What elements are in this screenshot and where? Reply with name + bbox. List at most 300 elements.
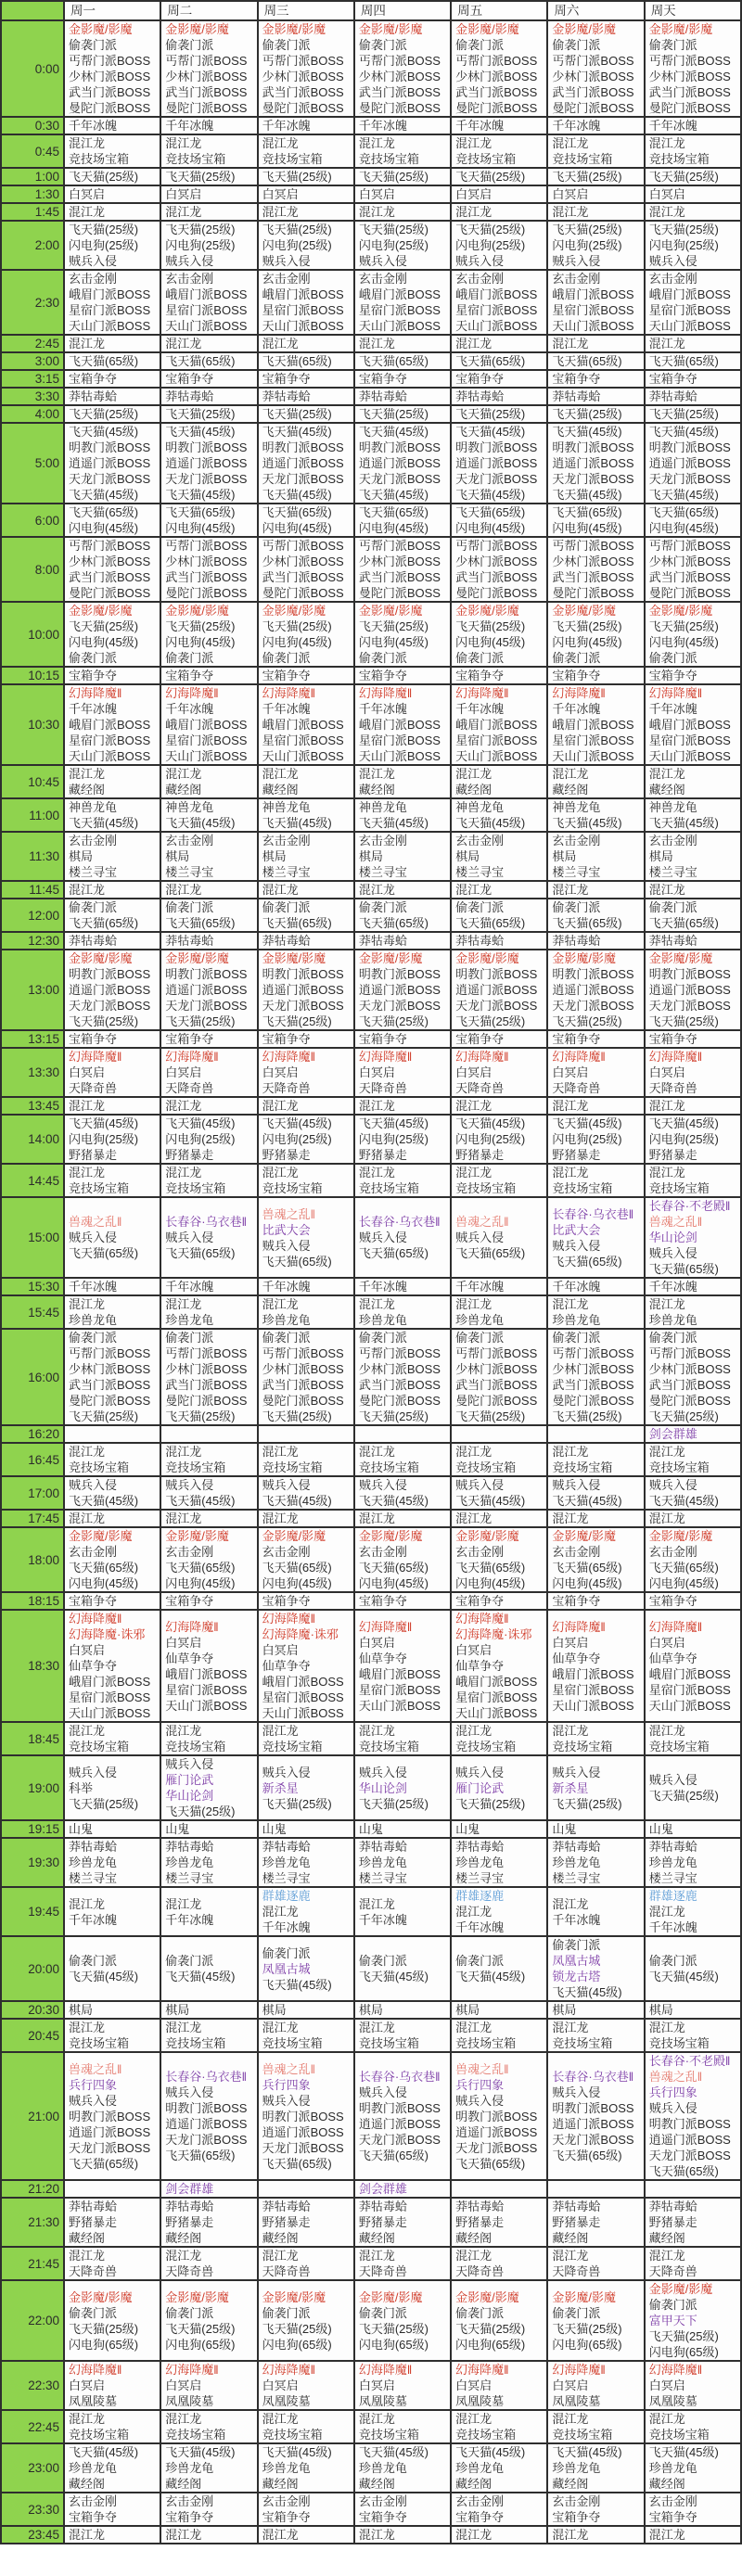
schedule-row [1, 1755, 741, 1820]
event-cell [451, 117, 547, 134]
event-label: 天降奇兽 [648, 2264, 697, 2278]
event-label: 莽牯毒蛤 [648, 2200, 697, 2213]
schedule-row [1, 1164, 741, 1197]
event-cell [451, 388, 547, 405]
event-label: 珍兽龙龟 [262, 1855, 311, 1869]
event-cell [64, 1097, 160, 1115]
event-label: 曼陀门派BOSS [165, 586, 248, 600]
event-label: 宝箱争夺 [648, 372, 697, 386]
event-label: 莽牯毒蛤 [69, 389, 118, 403]
event-label: 逍遥门派BOSS [455, 2124, 538, 2139]
event-label: 飞天猫(25级) [165, 407, 236, 421]
event-label: 星宿门派BOSS [165, 733, 248, 747]
event-label: 飞天猫(45级) [455, 425, 526, 439]
event-label: 飞天猫(25级) [455, 1014, 526, 1028]
event-label: 偷袭门派 [262, 1945, 311, 1960]
schedule-row [1, 1610, 741, 1722]
event-label: 山鬼 [648, 1822, 673, 1836]
event-cell [64, 2361, 160, 2410]
event-label: 飞天猫(45级) [262, 488, 332, 502]
event-cell [451, 1527, 547, 1592]
event-cell [160, 2361, 257, 2410]
event-cell [64, 2410, 160, 2443]
event-cell [160, 899, 257, 932]
event-label: 曼陀门派BOSS [358, 586, 441, 600]
event-label: 武当门派BOSS [165, 1378, 248, 1392]
event-cell [258, 2493, 354, 2526]
event-cell [547, 2180, 644, 2198]
event-cell [258, 1527, 354, 1592]
event-label: 混江龙 [455, 205, 493, 219]
day-header: 周二 [160, 1, 257, 20]
time-label: 10:15 [1, 667, 64, 684]
event-cell [160, 1030, 257, 1048]
event-cell [645, 370, 741, 388]
event-label: 偷袭门派 [552, 1331, 601, 1345]
event-label: 棋局 [262, 2003, 287, 2017]
event-label: 珍兽龙龟 [69, 1855, 118, 1869]
schedule-row [1, 1592, 741, 1610]
event-cell [645, 221, 741, 270]
event-cell [258, 1115, 354, 1164]
event-label: 闪电狗(45级) [69, 521, 139, 535]
schedule-row [1, 932, 741, 950]
event-label: 闪电狗(45级) [165, 635, 236, 649]
event-label: 珍兽龙龟 [69, 2461, 118, 2475]
event-label: 混江龙 [648, 2528, 685, 2542]
event-label: 混江龙 [262, 1905, 299, 1919]
event-cell [547, 168, 644, 185]
event-cell [645, 1295, 741, 1329]
event-label: 混江龙 [648, 2021, 685, 2034]
event-cell [64, 405, 160, 423]
event-label: 混江龙 [552, 136, 589, 150]
event-label: 飞天猫(65级) [648, 1262, 719, 1276]
event-label: 幻海降魔‖ [552, 1619, 606, 1634]
event-label: 武当门派BOSS [165, 570, 248, 584]
event-label: 莽牯毒蛤 [455, 934, 505, 948]
event-label: 飞天猫(25级) [69, 1796, 139, 1811]
event-cell [160, 168, 257, 185]
event-label: 兽魂之乱‖ [262, 1206, 315, 1221]
event-label: 神兽龙龟 [648, 800, 697, 814]
event-label: 武当门派BOSS [455, 85, 538, 99]
event-label: 飞天猫(45级) [69, 2445, 139, 2459]
event-cell [645, 1592, 741, 1610]
event-cell [547, 335, 644, 352]
event-cell [354, 899, 451, 932]
event-label: 闪电狗(45级) [455, 1576, 526, 1590]
event-label: 飞天猫(45级) [358, 816, 429, 830]
event-cell [258, 798, 354, 832]
event-label: 飞天猫(25级) [455, 407, 526, 421]
event-cell [160, 335, 257, 352]
event-label: 飞天猫(65级) [455, 2156, 526, 2171]
schedule-row [1, 1887, 741, 1936]
event-label: 混江龙 [262, 2249, 299, 2263]
event-label: 仙草争夺 [69, 1659, 118, 1673]
event-cell [64, 602, 160, 667]
event-label: 混江龙 [358, 337, 395, 351]
event-label: 曼陀门派BOSS [455, 586, 538, 600]
event-cell [258, 950, 354, 1030]
event-label: 珍兽龙龟 [648, 1313, 697, 1327]
event-label: 混江龙 [455, 883, 493, 897]
time-label: 0:45 [1, 134, 64, 168]
event-cell [64, 270, 160, 335]
event-label: 贼兵入侵 [69, 2093, 118, 2108]
event-label: 闪电狗(25级) [69, 1132, 139, 1146]
event-label: 飞天猫(65级) [648, 1561, 719, 1575]
event-label: 少林门派BOSS [455, 555, 538, 568]
event-label: 凤凰陵墓 [552, 2394, 601, 2408]
event-label: 金影魔/影魔 [648, 951, 713, 965]
event-label: 飞天猫(65级) [262, 1254, 332, 1269]
event-label: 金影魔/影魔 [552, 22, 617, 36]
event-cell [64, 1115, 160, 1164]
event-label: 千年冰魄 [455, 1920, 505, 1934]
event-label: 闪电狗(25级) [165, 1132, 236, 1146]
event-cell [451, 932, 547, 950]
event-label: 混江龙 [69, 1896, 106, 1911]
event-label: 楼兰寻宝 [165, 1871, 214, 1885]
event-cell [547, 1329, 644, 1425]
event-label: 混江龙 [552, 1099, 589, 1113]
event-label: 混江龙 [552, 1896, 589, 1911]
event-label: 莽牯毒蛤 [455, 389, 505, 403]
event-label: 白冥启 [69, 2378, 106, 2392]
event-label: 飞天猫(25级) [262, 619, 332, 633]
event-cell [258, 1887, 354, 1936]
event-label: 神兽龙龟 [69, 800, 118, 814]
event-cell [354, 1838, 451, 1887]
event-label: 偷袭门派 [165, 651, 214, 665]
event-label: 神兽龙龟 [262, 800, 311, 814]
event-cell [160, 2001, 257, 2019]
event-label: 藏经阁 [552, 783, 589, 797]
event-label: 白冥启 [455, 1643, 493, 1657]
event-cell [258, 335, 354, 352]
event-label: 峨眉门派BOSS [455, 287, 538, 301]
event-label: 天龙门派BOSS [552, 472, 634, 486]
event-label: 千年冰魄 [648, 702, 697, 716]
time-label: 11:30 [1, 832, 64, 881]
event-cell [64, 1278, 160, 1295]
event-label: 科举 [69, 1780, 94, 1795]
event-cell [547, 881, 644, 899]
event-label: 金影魔/影魔 [69, 951, 133, 965]
event-label: 丐帮门派BOSS [165, 539, 248, 553]
event-label: 闪电狗(25级) [262, 238, 332, 252]
event-cell [354, 270, 451, 335]
event-label: 偷袭门派 [165, 900, 214, 914]
event-cell [160, 1197, 257, 1278]
event-label: 贼兵入侵 [262, 254, 311, 268]
event-label: 贼兵入侵 [648, 1246, 697, 1260]
time-label: 14:00 [1, 1115, 64, 1164]
event-label: 丐帮门派BOSS [455, 54, 538, 68]
event-label: 白冥启 [455, 1065, 493, 1079]
event-label: 白冥启 [648, 1635, 685, 1650]
event-label: 凤凰陵墓 [165, 2394, 214, 2408]
event-label: 飞天猫(25级) [648, 170, 719, 184]
event-label: 藏经阁 [262, 2477, 299, 2491]
event-cell [64, 504, 160, 537]
event-label: 混江龙 [552, 2021, 589, 2034]
event-label: 珍兽龙龟 [358, 2461, 407, 2475]
event-label: 宝箱争夺 [165, 1594, 214, 1608]
schedule-row [1, 185, 741, 203]
event-label: 武当门派BOSS [552, 85, 634, 99]
event-label: 天降奇兽 [262, 1081, 311, 1095]
event-label: 贼兵入侵 [552, 1765, 601, 1779]
event-label: 飞天猫(65级) [455, 1561, 526, 1575]
event-label: 天龙门派BOSS [69, 999, 151, 1013]
schedule-row [1, 1197, 741, 1278]
event-cell [64, 2019, 160, 2052]
event-cell [64, 370, 160, 388]
event-cell [354, 221, 451, 270]
event-label: 天龙门派BOSS [165, 999, 248, 1013]
event-cell [645, 168, 741, 185]
event-label: 宝箱争夺 [552, 1594, 601, 1608]
event-label: 峨眉门派BOSS [552, 718, 634, 732]
event-label: 千年冰魄 [69, 119, 118, 133]
event-label: 偷袭门派 [648, 900, 697, 914]
event-cell [547, 1476, 644, 1510]
event-cell [64, 2180, 160, 2198]
event-label: 白冥启 [69, 1065, 106, 1079]
event-label: 金影魔/影魔 [165, 604, 229, 618]
event-label: 白冥启 [69, 187, 106, 201]
event-label: 山鬼 [69, 1822, 94, 1836]
event-cell [451, 185, 547, 203]
event-label: 千年冰魄 [552, 1912, 601, 1927]
event-cell [160, 2198, 257, 2247]
event-label: 棋局 [358, 849, 383, 863]
event-cell [160, 1048, 257, 1097]
event-label: 幻海降魔‖ [69, 686, 122, 700]
event-cell [354, 950, 451, 1030]
event-label: 金影魔/影魔 [552, 604, 617, 618]
event-cell [160, 1820, 257, 1838]
event-cell [451, 2410, 547, 2443]
event-label: 星宿门派BOSS [648, 733, 731, 747]
event-label: 藏经阁 [69, 2477, 106, 2491]
event-label: 竞技场宝箱 [455, 1181, 517, 1195]
event-cell [64, 134, 160, 168]
event-cell [645, 2198, 741, 2247]
schedule-row [1, 20, 741, 117]
schedule-row [1, 1115, 741, 1164]
event-cell [645, 602, 741, 667]
time-label: 13:30 [1, 1048, 64, 1097]
event-label: 凤凰古城 [262, 1961, 311, 1976]
event-label: 飞天猫(45级) [552, 1116, 622, 1130]
event-label: 幻海降魔·诛邪 [69, 1627, 146, 1641]
event-label: 玄击金刚 [358, 834, 407, 848]
event-cell [451, 405, 547, 423]
event-label: 飞天猫(25级) [648, 1014, 719, 1028]
event-label: 混江龙 [69, 1166, 106, 1180]
event-cell [547, 765, 644, 798]
time-label: 6:00 [1, 504, 64, 537]
event-label: 偷袭门派 [358, 900, 407, 914]
event-label: 闪电狗(45级) [165, 1576, 236, 1590]
event-label: 竞技场宝箱 [358, 2428, 419, 2442]
event-label: 莽牯毒蛤 [262, 389, 311, 403]
event-label: 飞天猫(65级) [552, 916, 622, 930]
time-label: 20:30 [1, 2001, 64, 2019]
event-label: 棋局 [648, 849, 673, 863]
event-label: 混江龙 [552, 2249, 589, 2263]
event-label: 白冥启 [358, 1065, 395, 1079]
event-label: 混江龙 [262, 1297, 299, 1311]
event-cell [160, 423, 257, 504]
event-cell [547, 1197, 644, 1278]
event-label: 混江龙 [69, 2021, 106, 2034]
event-cell [645, 335, 741, 352]
event-cell [645, 537, 741, 602]
event-cell [645, 1887, 741, 1936]
event-cell [160, 667, 257, 684]
event-cell [160, 2410, 257, 2443]
event-label: 白冥启 [648, 2378, 685, 2392]
event-cell [64, 1820, 160, 1838]
event-label: 逍遥门派BOSS [648, 456, 731, 470]
event-label: 莽牯毒蛤 [358, 2200, 407, 2213]
event-label: 武当门派BOSS [552, 570, 634, 584]
event-label: 贼兵入侵 [165, 1757, 214, 1771]
schedule-row [1, 423, 741, 504]
event-cell [354, 370, 451, 388]
event-cell [64, 388, 160, 405]
event-label: 山鬼 [552, 1822, 577, 1836]
event-label: 飞天猫(25级) [648, 1409, 719, 1423]
event-label: 明教门派BOSS [358, 2101, 441, 2115]
event-cell [258, 1030, 354, 1048]
event-label: 金影魔/影魔 [69, 604, 133, 618]
event-label: 混江龙 [648, 1905, 685, 1919]
event-label: 棋局 [455, 2003, 480, 2017]
event-cell [258, 423, 354, 504]
event-cell [258, 388, 354, 405]
event-label: 武当门派BOSS [648, 570, 731, 584]
corner-cell [1, 1, 64, 20]
event-cell [354, 1755, 451, 1820]
event-cell [645, 423, 741, 504]
event-cell [160, 270, 257, 335]
event-label: 天龙门派BOSS [648, 472, 731, 486]
event-label: 莽牯毒蛤 [455, 1840, 505, 1854]
event-label: 兽魂之乱‖ [69, 1215, 122, 1229]
time-label: 15:00 [1, 1197, 64, 1278]
event-label: 混江龙 [648, 1166, 685, 1180]
event-label: 宝箱争夺 [262, 2510, 311, 2524]
event-label: 珍兽龙龟 [455, 1313, 505, 1327]
event-label: 兽魂之乱‖ [648, 1215, 703, 1229]
event-cell [451, 2247, 547, 2280]
event-label: 兽魂之乱‖ [69, 2061, 122, 2076]
event-label: 天龙门派BOSS [648, 2149, 731, 2162]
event-label: 混江龙 [69, 205, 106, 219]
event-label: 混江龙 [69, 883, 106, 897]
event-cell [547, 684, 644, 765]
event-label: 明教门派BOSS [262, 967, 344, 981]
event-cell [354, 1030, 451, 1048]
event-cell [258, 602, 354, 667]
event-label: 逍遥门派BOSS [455, 983, 538, 997]
event-label: 竞技场宝箱 [262, 1460, 323, 1474]
event-label: 千年冰魄 [455, 119, 505, 133]
event-label: 竞技场宝箱 [69, 2428, 130, 2442]
event-label: 混江龙 [552, 1297, 589, 1311]
event-label: 明教门派BOSS [648, 967, 731, 981]
event-label: 长春谷·乌衣巷‖ [552, 2070, 634, 2084]
event-label: 野猪暴走 [455, 1148, 505, 1162]
event-label: 闪电狗(25级) [648, 238, 719, 252]
event-cell [258, 370, 354, 388]
event-label: 混江龙 [455, 1445, 493, 1459]
event-cell [64, 2198, 160, 2247]
event-cell [258, 667, 354, 684]
event-cell [160, 2526, 257, 2544]
event-label: 闪电狗(45级) [262, 521, 332, 535]
event-label: 藏经阁 [358, 2477, 395, 2491]
event-label: 少林门派BOSS [358, 70, 441, 83]
event-label: 飞天猫(45级) [358, 1116, 429, 1130]
event-label: 闪电狗(45级) [648, 1576, 719, 1590]
event-label: 曼陀门派BOSS [648, 1394, 731, 1408]
event-cell [258, 2361, 354, 2410]
event-label: 飞天猫(25级) [165, 2321, 236, 2336]
event-label: 飞天猫(45级) [165, 2445, 236, 2459]
event-cell [547, 1115, 644, 1164]
time-label: 16:20 [1, 1425, 64, 1443]
event-label: 偷袭门派 [358, 38, 407, 52]
time-label: 17:00 [1, 1476, 64, 1510]
event-label: 混江龙 [552, 767, 589, 781]
event-cell [645, 20, 741, 117]
event-label: 金影魔/影魔 [552, 2289, 617, 2304]
event-label: 飞天猫(25级) [552, 1796, 622, 1811]
event-label: 宝箱争夺 [455, 1594, 505, 1608]
event-label: 混江龙 [69, 2412, 106, 2426]
event-label: 莽牯毒蛤 [262, 934, 311, 948]
event-label: 幻海降魔‖ [552, 2363, 606, 2377]
event-cell [258, 405, 354, 423]
event-label: 玄击金刚 [262, 834, 311, 848]
event-label: 逍遥门派BOSS [648, 2133, 731, 2147]
event-label: 混江龙 [552, 2412, 589, 2426]
event-label: 幻海降魔‖ [69, 1612, 122, 1626]
event-cell [645, 1838, 741, 1887]
event-cell [645, 2052, 741, 2180]
event-cell [160, 1164, 257, 1197]
event-cell [451, 1425, 547, 1443]
schedule-row [1, 221, 741, 270]
event-label: 丐帮门派BOSS [69, 54, 151, 68]
event-label: 飞天猫(25级) [552, 223, 622, 236]
event-label: 宝箱争夺 [262, 1594, 311, 1608]
event-label: 闪电狗(45级) [358, 1576, 429, 1590]
event-label: 飞天猫(65级) [69, 1246, 139, 1260]
event-cell [451, 2180, 547, 2198]
event-label: 千年冰魄 [358, 1280, 407, 1294]
event-cell [547, 1510, 644, 1527]
event-cell [547, 352, 644, 370]
event-label: 竞技场宝箱 [648, 152, 710, 166]
